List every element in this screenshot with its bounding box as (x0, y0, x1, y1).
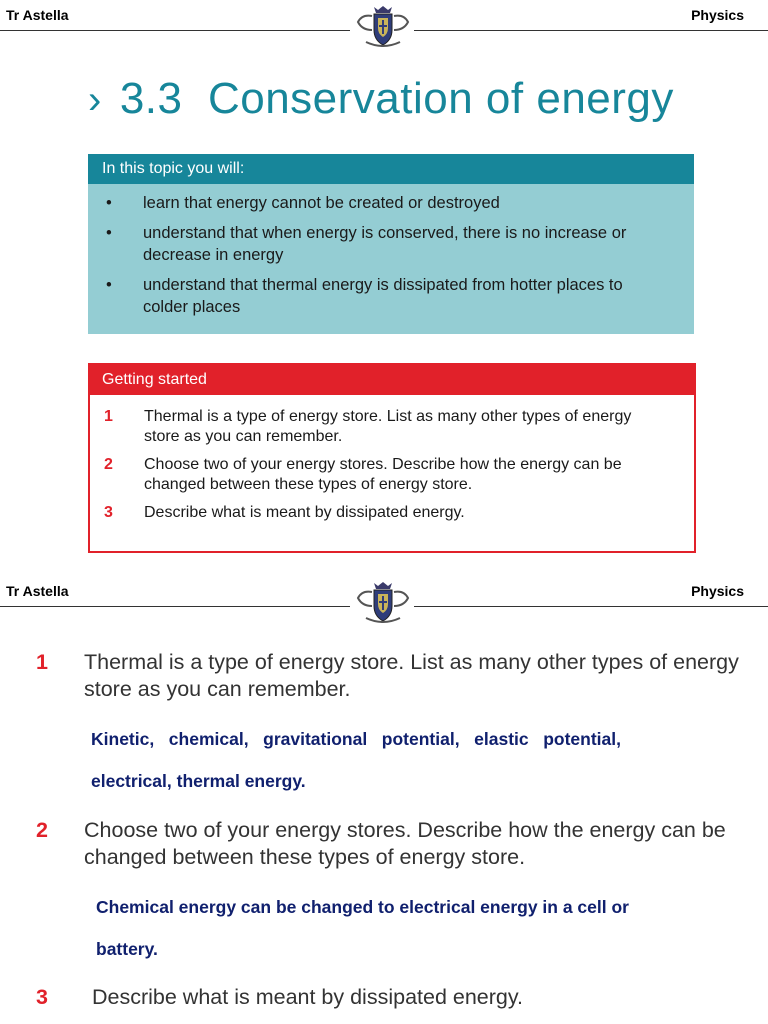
getting-started-item: 3 Describe what is meant by dissipated energy. (104, 504, 465, 521)
subject-name: Physics (691, 583, 744, 599)
page-header (0, 0, 768, 48)
question-number: 1 (36, 650, 48, 674)
objective-item: • understand that thermal energy is dissipated from hotter places to colder places (106, 276, 623, 316)
objective-item: • learn that energy cannot be created or destroyed (106, 194, 500, 212)
header-rule-right (414, 30, 768, 31)
question-3 (36, 984, 752, 1011)
topic-box-heading: In this topic you will: (88, 154, 694, 184)
question-2 (36, 817, 744, 871)
question-number: 3 (36, 985, 48, 1009)
question-text: Choose two of your energy stores. Describe how the energy can be changed between these types of energy store. (84, 818, 726, 869)
topic-objectives-box (88, 154, 694, 334)
teacher-name: Tr Astella (6, 583, 69, 599)
question-text: Describe what is meant by dissipated energy. (92, 985, 524, 1009)
section-title: Conservation of energy (207, 74, 674, 123)
page-title (88, 74, 674, 124)
getting-started-box (88, 363, 696, 553)
answer-2-line-1: Chemical energy can be changed to electrical energy in a cell or (96, 897, 629, 917)
answer-1-line-2: electrical, thermal energy. (91, 771, 306, 791)
page-header-2 (0, 576, 768, 624)
chevron-right-icon: › (88, 78, 102, 122)
answer-1-line-1: Kinetic, chemical, gravitational potential, elastic potential, (91, 729, 621, 749)
objective-item: • understand that when energy is conserved, there is no increase or decrease in energy (106, 224, 627, 264)
header-rule-left (0, 30, 350, 31)
question-text: Thermal is a type of energy store. List as many other types of energy store as you can remember. (84, 650, 739, 701)
school-crest-icon (352, 0, 414, 50)
bullet-icon: • (106, 224, 112, 242)
getting-started-heading: Getting started (90, 365, 694, 395)
getting-started-item: 2 Choose two of your energy stores. Describe how the energy can be changed between these types of energy store. (104, 456, 622, 493)
header-rule-left (0, 606, 350, 607)
getting-started-item: 1 Thermal is a type of energy store. List as many other types of energy store as you can remember. (104, 408, 632, 445)
question-number: 2 (36, 818, 48, 842)
question-1 (36, 649, 744, 703)
header-rule-right (414, 606, 768, 607)
school-crest-icon (352, 576, 414, 626)
bullet-icon: • (106, 194, 112, 212)
bullet-icon: • (106, 276, 112, 294)
subject-name: Physics (691, 7, 744, 23)
teacher-name: Tr Astella (6, 7, 69, 23)
section-number: 3.3 (119, 74, 183, 123)
answer-2-line-2: battery. (96, 939, 158, 959)
